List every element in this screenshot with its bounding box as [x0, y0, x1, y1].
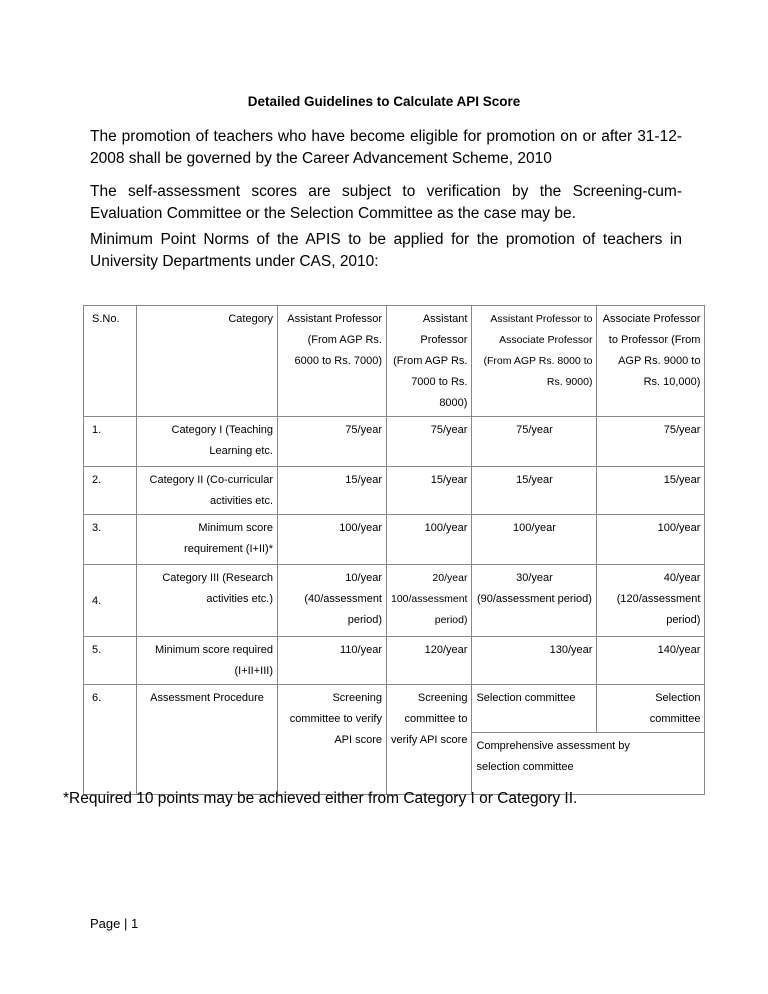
cell: Selection committee: [597, 685, 705, 733]
cell: 15/year: [597, 467, 705, 515]
header-cell: Category: [137, 306, 278, 417]
cell: 20/year 100/assessment period): [387, 565, 472, 637]
table-row: [84, 685, 705, 733]
cell: 110/year: [278, 637, 387, 685]
cell: 100/year: [387, 515, 472, 565]
cell: Selection committee: [472, 685, 597, 733]
cell: Minimum score requirement (I+II)*: [137, 515, 278, 565]
paragraph-cas: The promotion of teachers who have become eligible for promotion on or after 31-12-2008 shall be governed by the Career Advancement Scheme, 2010: [90, 128, 682, 167]
table-row: [84, 417, 705, 467]
cell: 1.: [84, 417, 137, 467]
header-cell: Assistant Professor (From AGP Rs. 7000 to Rs. 8000): [387, 306, 472, 417]
cell: 75/year: [597, 417, 705, 467]
cell: 100/year: [278, 515, 387, 565]
table-row: [84, 515, 705, 565]
cell: 4.: [84, 565, 137, 637]
page-number: Page | 1: [90, 916, 139, 931]
cell: 30/year (90/assessment period): [472, 565, 597, 637]
api-norms-table: [83, 305, 705, 795]
header-cell: S.No.: [84, 306, 137, 417]
cell: 3.: [84, 515, 137, 565]
cell: 130/year: [472, 637, 597, 685]
cell: Assessment Procedure: [137, 685, 278, 795]
cell: 120/year: [387, 637, 472, 685]
cell: 75/year: [472, 417, 597, 467]
document-title: Detailed Guidelines to Calculate API Score: [247, 94, 521, 109]
cell: 15/year: [387, 467, 472, 515]
cell: 75/year: [278, 417, 387, 467]
cell: Category II (Co-curricular activities etc.: [137, 467, 278, 515]
cell: Category III (Research activities etc.): [137, 565, 278, 637]
cell: 10/year (40/assessment period): [278, 565, 387, 637]
header-cell: Assistant Professor (From AGP Rs. 6000 to Rs. 7000): [278, 306, 387, 417]
cell: 75/year: [387, 417, 472, 467]
table-row: [84, 565, 705, 637]
cell: Screening committee to verify API score: [278, 685, 387, 795]
paragraph-verification: The self-assessment scores are subject to verification by the Screening-cum-Evaluation Committee or the Selection Committee as the case may be.: [90, 183, 682, 222]
merged-note-cell: Comprehensive assessment by selection committee: [472, 733, 705, 795]
cell: 15/year: [278, 467, 387, 515]
cell: 100/year: [472, 515, 597, 565]
cell: 15/year: [472, 467, 597, 515]
table-header-row: [84, 306, 705, 417]
cell: 2.: [84, 467, 137, 515]
cell: Minimum score required (I+II+III): [137, 637, 278, 685]
cell: 6.: [84, 685, 137, 795]
paragraph-norms: Minimum Point Norms of the APIS to be applied for the promotion of teachers in University Departments under CAS, 2010:: [90, 231, 682, 270]
cell: 40/year (120/assessment period): [597, 565, 705, 637]
header-cell: Assistant Professor to Associate Professor (From AGP Rs. 8000 to Rs. 9000): [472, 306, 597, 417]
footnote: *Required 10 points may be achieved either from Category I or Category II.: [63, 790, 578, 807]
cell: 100/year: [597, 515, 705, 565]
cell: 5.: [84, 637, 137, 685]
table-row: [84, 637, 705, 685]
table-row: [84, 467, 705, 515]
header-cell: Associate Professor to Professor (From AGP Rs. 9000 to Rs. 10,000): [597, 306, 705, 417]
cell: 140/year: [597, 637, 705, 685]
cell: Category I (Teaching Learning etc.: [137, 417, 278, 467]
cell: Screening committee to verify API score: [387, 685, 472, 795]
